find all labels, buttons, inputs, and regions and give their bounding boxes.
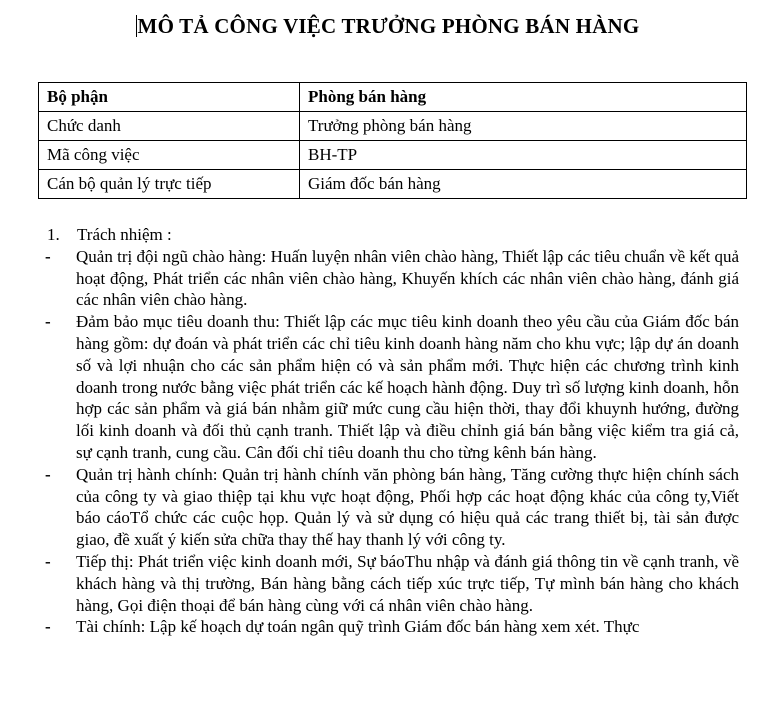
table-cell-label: Mã công việc [39,141,300,170]
table-cell-label: Chức danh [39,112,300,141]
bullet-dash: - [45,312,51,332]
table-cell-label: Cán bộ quản lý trực tiếp [39,170,300,199]
table-cell-value: BH-TP [300,141,747,170]
list-item-text: Quản trị đội ngũ chào hàng: Huấn luyện nhân viên chào hàng, Thiết lập các tiêu chuẩn về kết quả hoạt động, Phát triển các nhân viên chào hàng, Khuyến khích các nhân viên chào hàng, đánh giá các nhân viên chào hàng. [76,246,739,310]
table-cell-label: Bộ phận [39,83,300,112]
table-row [39,112,747,141]
page-title-text: MÔ TẢ CÔNG VIỆC TRƯỞNG PHÒNG BÁN HÀNG [137,14,640,38]
section-number: 1. [47,225,60,244]
list-item-text: Tiếp thị: Phát triển việc kinh doanh mới, Sự báoThu nhập và đánh giá thông tin về cạnh tranh, về khách hàng và thị trường, Bán hàng bằng cách tiếp xúc trực tiếp, Tự mình bán hàng cho khách hàng, Gọi điện thoại để bán hàng cùng với cá nhân viên chào hàng. [76,551,739,615]
page-title [0,13,775,39]
bullet-dash: - [45,464,51,484]
bullet-dash: - [45,246,51,266]
job-info-table [38,82,747,199]
bullet-dash: - [45,551,51,571]
responsibilities-section [45,224,739,660]
section-heading [45,224,739,246]
list-item [45,311,739,464]
bullet-dash: - [45,617,51,637]
table-cell-value: Trưởng phòng bán hàng [300,112,747,141]
list-item [45,464,739,551]
table-cell-value: Giám đốc bán hàng [300,170,747,199]
list-item-text: Đảm bảo mục tiêu doanh thu: Thiết lập các mục tiêu kinh doanh theo yêu cầu của Giám đốc bán hàng gồm: dự đoán và phát triển các chỉ tiêu kinh doanh hàng năm cho khu vực; lập dự án doanh số và lợi nhuận cho các sản phẩm hiện có và sản phẩm mới. Thực hiện các chương trình kinh doanh trong nước bằng việc phát triển các kế hoạch hành động. Duy trì số lượng kinh doanh, hỗn hợp các sản phẩm và giá bán nhằm giữ mức cung cầu hiện thời, thay đổi khuynh hướng, đường lối kinh doanh và đối thủ cạnh tranh. Thiết lập và điều chỉnh giá bán bằng việc kiểm tra giá cả, sự cạnh tranh, cung cầu. Cân đối chỉ tiêu doanh thu cho từng kênh bán hàng. [76,312,739,462]
list-item [45,551,739,616]
list-item [45,246,739,311]
text-cursor [136,15,137,37]
list-item [45,616,739,660]
list-item-text: Quản trị hành chính: Quản trị hành chính văn phòng bán hàng, Tăng cường thực hiện chính sách của công ty và giao thiệp tại khu vực hoạt động, Phối hợp các hoạt động khác của công ty,Viết báo cáoTổ chức các cuộc họp. Quản lý và sử dụng có hiệu quả các trang thiết bị, tài sản được giao, đề xuất ý kiến sửa chữa thay thế hay thanh lý với công ty. [76,464,739,550]
list-item-text: Tài chính: Lập kế hoạch dự toán ngân quỹ trình Giám đốc bán hàng xem xét. Thực [76,617,640,637]
table-cell-value: Phòng bán hàng [300,83,747,112]
table-row [39,170,747,199]
table-row [39,83,747,112]
table-row [39,141,747,170]
section-heading-text: Trách nhiệm : [77,225,172,244]
